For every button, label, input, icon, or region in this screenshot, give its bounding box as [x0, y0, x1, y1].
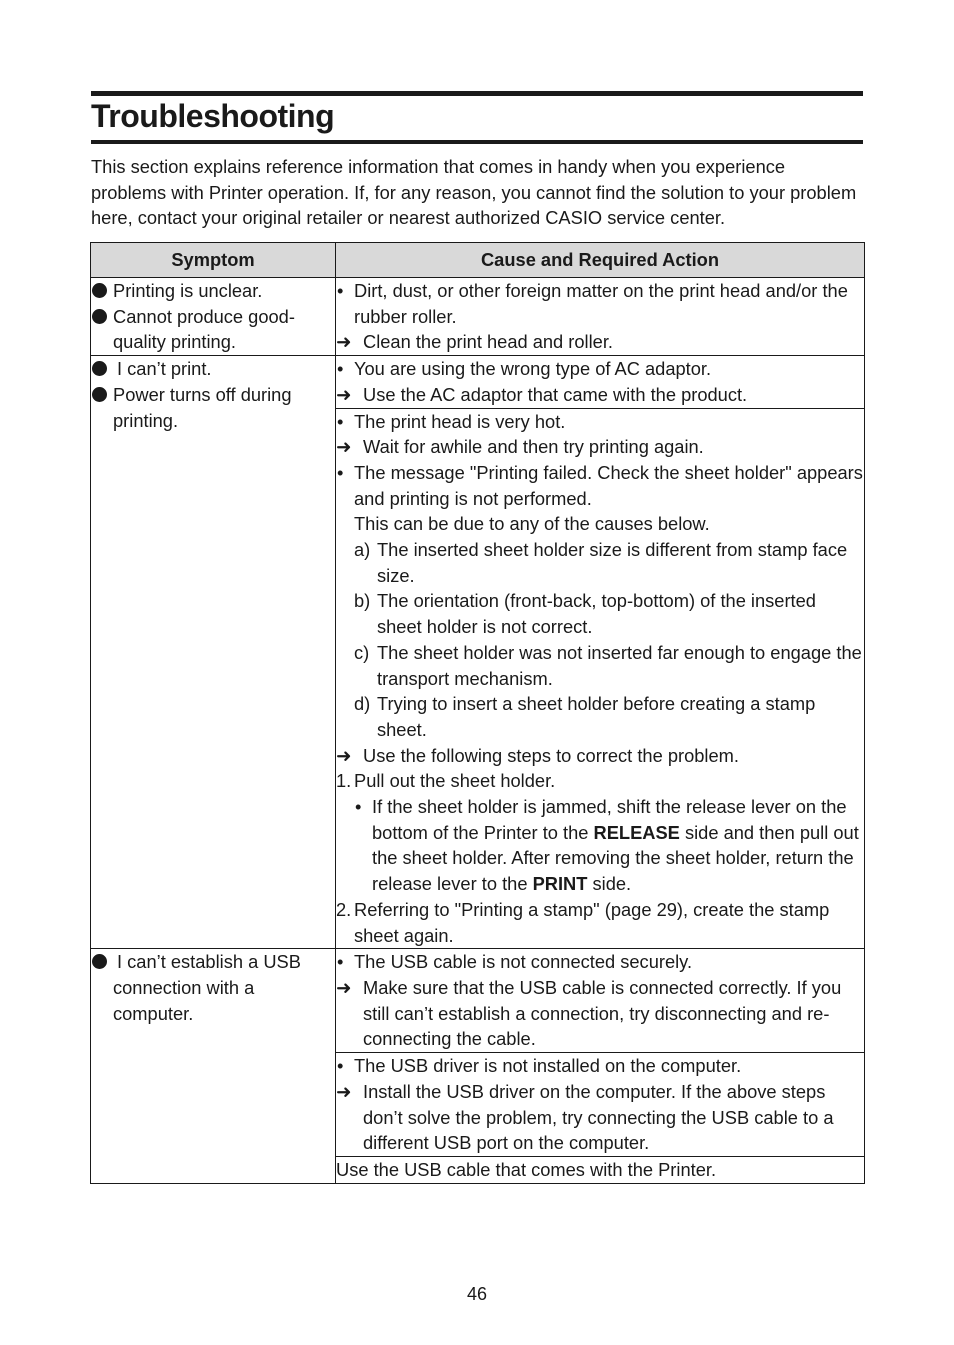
bullet-dot-icon — [92, 954, 107, 969]
action-line — [336, 329, 864, 355]
symptom-header: Symptom — [91, 243, 336, 278]
cause-continuation: This can be due to any of the causes below. — [354, 513, 710, 535]
action-text: Install the USB driver on the computer. If the above steps don’t solve the problem, try connecting the USB cable to a different USB port on the computer. — [363, 1080, 834, 1154]
symptom-item: I can’t establish a USB connection with a computer. — [91, 949, 335, 1026]
cause-cell — [336, 408, 865, 949]
action-line — [336, 975, 864, 1052]
bullet-dot-icon — [92, 309, 107, 324]
cause-cell — [336, 949, 865, 1053]
symptom-item: I can’t print. — [91, 356, 335, 382]
cause-header: Cause and Required Action — [336, 243, 865, 278]
action-text: Use the following steps to correct the problem. — [363, 744, 739, 766]
cause-text: • The message "Printing failed. Check the sheet holder" appears and printing is not performed. — [336, 460, 864, 511]
symptom-item: Cannot produce good-quality printing. — [91, 304, 335, 355]
bullet-dot-icon — [92, 283, 107, 298]
action-line — [336, 743, 864, 769]
cause-cell — [336, 1053, 865, 1157]
cause-cell — [336, 356, 865, 408]
cause-text: • The USB driver is not installed on the computer. — [336, 1053, 864, 1079]
symptom-item: Power turns off during printing. — [91, 382, 335, 433]
bullet-dot-icon — [92, 361, 107, 376]
symptom-cell — [91, 949, 336, 1183]
table-row — [91, 278, 865, 356]
action-text: Use the AC adaptor that came with the product. — [363, 383, 748, 405]
action-line — [336, 1079, 864, 1156]
action-text: Wait for awhile and then try printing again. — [363, 436, 704, 458]
symptom-cell — [91, 278, 336, 356]
cause-sub-item: b) The orientation (front-back, top-bottom) of the inserted sheet holder is not correct. — [354, 590, 816, 638]
cause-sub-item: c) The sheet holder was not inserted far enough to engage the transport mechanism. — [354, 641, 862, 689]
cause-text: • Dirt, dust, or other foreign matter on the print head and/or the rubber roller. — [336, 278, 864, 329]
arrow-icon: ➜ — [336, 744, 352, 766]
title-rule-top — [91, 91, 863, 96]
action-line — [336, 434, 864, 460]
table-row — [91, 949, 865, 1053]
arrow-icon: ➜ — [336, 383, 352, 405]
title-rule-bottom — [91, 140, 863, 144]
cause-text: • The USB cable is not connected securely. — [336, 949, 864, 975]
action-text: Clean the print head and roller. — [363, 331, 614, 353]
cause-sub-item: a) The inserted sheet holder size is different from stamp face size. — [354, 539, 848, 586]
step-item: 1. Pull out the sheet holder. — [336, 770, 556, 792]
table-row — [91, 356, 865, 408]
arrow-icon: ➜ — [336, 436, 352, 458]
intro-paragraph: This section explains reference information that comes in handy when you experience problems with Printer operation. If, for any reason, you cannot find the solution to your problem here, contact your original retailer or nearest authorized CASIO service center. — [91, 156, 857, 228]
page-title: Troubleshooting — [91, 98, 335, 134]
step-item: 2. Referring to "Printing a stamp" (page 29), create the stamp sheet again. — [336, 898, 830, 946]
arrow-icon: ➜ — [336, 331, 352, 353]
action-line — [336, 382, 864, 408]
cause-text: Use the USB cable that comes with the Printer. — [336, 1158, 717, 1180]
step-note: • If the sheet holder is jammed, shift the release lever on the bottom of the Printer to the RELEASE side and then pull out the sheet holder. After removing the sheet holder, return the release lever to the PRINT side. — [336, 794, 864, 897]
page-number: 46 — [466, 1284, 488, 1304]
cause-sub-item: d) Trying to insert a sheet holder before creating a stamp sheet. — [354, 693, 816, 740]
cause-cell — [336, 278, 865, 356]
symptom-item: Printing is unclear. — [91, 278, 335, 304]
arrow-icon: ➜ — [336, 976, 352, 998]
bullet-dot-icon — [92, 387, 107, 402]
cause-text: • You are using the wrong type of AC adaptor. — [336, 356, 864, 382]
cause-cell — [336, 1156, 865, 1183]
arrow-icon: ➜ — [336, 1080, 352, 1102]
action-text: Make sure that the USB cable is connected correctly. If you still can’t establish a connection, try disconnecting and re-connecting the cable. — [363, 976, 842, 1050]
cause-text: • The print head is very hot. — [336, 409, 864, 435]
symptom-cell — [91, 356, 336, 949]
troubleshooting-table — [90, 242, 865, 1184]
table-header-row — [91, 243, 865, 278]
